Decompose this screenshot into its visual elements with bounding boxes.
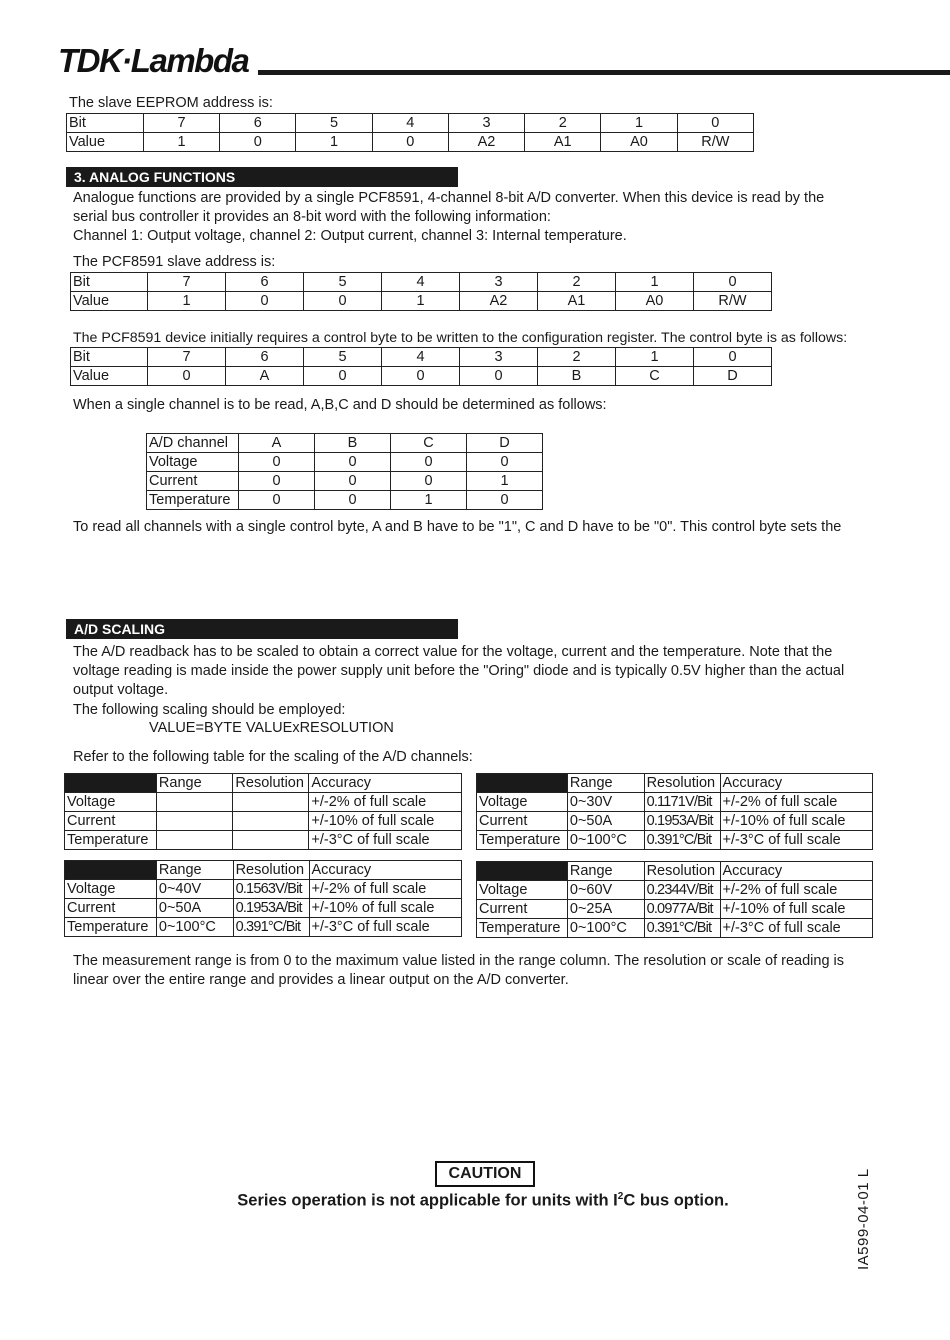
table-cell: 0 [315,472,391,491]
table-cell: 0 [304,367,382,386]
table-cell: 0 [694,273,772,292]
tdk-lambda-logo: TDK·Lambda [58,42,249,79]
table-cell: 0 [315,491,391,510]
closing-para-line-2: linear over the entire range and provides a linear output on the A/D converter. [73,972,569,988]
caution-message [0,1191,950,1211]
table-cell: +/-3°C of full scale [309,918,462,937]
table-row [477,793,873,812]
table-cell: Current [147,472,239,491]
table-cell: Temperature [477,919,568,938]
table-row [65,831,462,850]
table-cell: 0 [382,367,460,386]
scaling-para-line-4: The following scaling should be employed: [73,702,346,718]
table-row [67,114,754,133]
table-cell: Voltage [65,793,157,812]
table-header-cell: Resolution [644,862,720,881]
table-cell: Current [477,900,568,919]
table-cell: Current [65,899,157,918]
table-header-cell: Range [567,774,644,793]
table-cell: 1 [467,472,543,491]
table-cell: 1 [616,348,694,367]
table-row [71,292,772,311]
table-cell: 1 [391,491,467,510]
table-row [71,367,772,386]
scaling-table-3 [64,860,462,937]
table-row [147,453,543,472]
table-cell: Value [71,367,148,386]
table-cell: +/-3°C of full scale [720,831,873,850]
table-cell: Bit [67,114,144,133]
table-cell: 2 [525,114,601,133]
table-header-cell: Accuracy [720,862,873,881]
table-cell: 0~100°C [156,918,233,937]
caution-label: CAUTION [435,1161,535,1187]
table-cell: 0 [220,133,296,152]
table-cell: A2 [460,292,538,311]
table-cell: B [538,367,616,386]
table-header-cell: Accuracy [720,774,873,793]
table-cell [156,812,233,831]
caution-text-part-2: C bus option. [623,1191,729,1210]
table-row [67,133,754,152]
table-cell: +/-2% of full scale [309,793,462,812]
channel-select-table [146,433,543,510]
table-cell [233,793,309,812]
table-cell: Voltage [477,881,568,900]
table-cell: +/-10% of full scale [720,900,873,919]
scaling-table-intro: Refer to the following table for the scaling of the A/D channels: [73,749,473,765]
table-cell: 3 [460,348,538,367]
scaling-table-1 [64,773,462,850]
table-cell: 0.0977A/Bit [644,900,720,919]
table-header-cell [477,862,568,881]
table-cell: 6 [226,348,304,367]
table-cell: 0.391°C/Bit [644,831,720,850]
table-cell: A0 [601,133,677,152]
table-cell: 2 [538,348,616,367]
table-header-cell: Resolution [644,774,720,793]
table-cell: Voltage [65,880,157,899]
table-row [65,918,462,937]
table-cell: 0 [391,472,467,491]
table-cell [156,831,233,850]
table-row [65,880,462,899]
scaling-formula: VALUE=BYTE VALUExRESOLUTION [149,720,394,736]
table-cell: 0~100°C [567,919,644,938]
scaling-para-line-3: output voltage. [73,682,169,698]
table-header-cell [65,774,157,793]
table-cell: Bit [71,348,148,367]
table-cell: 0 [148,367,226,386]
table-cell: 1 [143,133,219,152]
table-row [147,491,543,510]
table-cell: +/-2% of full scale [720,793,873,812]
table-row [147,472,543,491]
eeprom-intro: The slave EEPROM address is: [69,95,273,111]
table-header-row [477,774,873,793]
table-cell: 0 [694,348,772,367]
analog-para-line-2: serial bus controller it provides an 8-bit word with the following information: [73,209,551,225]
table-cell: 0~30V [567,793,644,812]
table-header-cell: Range [567,862,644,881]
table-row [477,900,873,919]
table-cell: Temperature [65,918,157,937]
table-cell: 0 [315,453,391,472]
table-cell: 1 [296,133,372,152]
table-cell: A [226,367,304,386]
scaling-para-line-1: The A/D readback has to be scaled to obtain a correct value for the voltage, current and the temperature. Note that the [73,644,833,660]
section-heading-ad-scaling: A/D SCALING [66,619,458,639]
table-cell: A/D channel [147,434,239,453]
table-cell: 1 [382,292,460,311]
table-cell: Temperature [477,831,568,850]
table-header-cell: Accuracy [309,861,462,880]
table-cell: +/-10% of full scale [720,812,873,831]
table-cell: Current [65,812,157,831]
table-cell: 7 [148,348,226,367]
table-header-cell [477,774,568,793]
table-row [477,881,873,900]
table-cell: 0 [304,292,382,311]
table-cell: Voltage [477,793,568,812]
table-cell: 1 [616,273,694,292]
table-cell: +/-3°C of full scale [720,919,873,938]
table-cell: 0.2344V/Bit [644,881,720,900]
table-cell: 0~50A [156,899,233,918]
table-cell: +/-2% of full scale [720,881,873,900]
table-row [147,434,543,453]
table-cell: Bit [71,273,148,292]
table-cell: R/W [694,292,772,311]
table-cell: 0 [460,367,538,386]
table-cell: A1 [525,133,601,152]
table-cell: A2 [448,133,524,152]
scaling-para-line-2: voltage reading is made inside the power supply unit before the "Oring" diode and is typically 0.5V higher than the actual [73,663,845,679]
table-cell: C [391,434,467,453]
slave-address-intro: The PCF8591 slave address is: [73,254,276,270]
table-cell: 0.391°C/Bit [233,918,309,937]
table-row [71,348,772,367]
table-cell: D [694,367,772,386]
pcf8591-slave-address-table [70,272,772,311]
table-cell: 4 [382,348,460,367]
table-header-cell: Resolution [233,774,309,793]
table-cell [233,831,309,850]
table-cell: 0 [372,133,448,152]
table-header-cell [65,861,157,880]
table-row [65,793,462,812]
table-cell: 6 [226,273,304,292]
table-cell: 0~50A [567,812,644,831]
section-heading-analog: 3. ANALOG FUNCTIONS [66,167,458,187]
table-cell: A [239,434,315,453]
table-cell: Value [67,133,144,152]
table-cell: R/W [677,133,753,152]
table-cell: 7 [143,114,219,133]
table-cell: 3 [448,114,524,133]
document-id: IA599-04-01 L [855,1168,872,1270]
table-cell [156,793,233,812]
control-byte-intro: The PCF8591 device initially requires a control byte to be written to the configuration register. The control byte is as follows: [73,330,848,346]
table-row [65,812,462,831]
table-header-cell: Range [156,861,233,880]
table-cell: A0 [616,292,694,311]
table-row [477,812,873,831]
table-cell: Temperature [147,491,239,510]
table-cell: +/-2% of full scale [309,880,462,899]
table-row [65,899,462,918]
table-header-row [65,774,462,793]
table-header-cell: Range [156,774,233,793]
table-cell: Voltage [147,453,239,472]
table-cell: 0~25A [567,900,644,919]
table-cell: Value [71,292,148,311]
table-cell: 7 [148,273,226,292]
table-cell: 0.1171V/Bit [644,793,720,812]
table-cell: 0 [677,114,753,133]
table-row [71,273,772,292]
table-cell: Temperature [65,831,157,850]
table-cell: 0.1953A/Bit [233,899,309,918]
table-header-cell: Resolution [233,861,309,880]
table-cell: D [467,434,543,453]
table-cell: 5 [304,273,382,292]
table-cell: 0.391°C/Bit [644,919,720,938]
closing-para-line-1: The measurement range is from 0 to the maximum value listed in the range column. The resolution or scale of reading is [73,953,845,969]
table-cell: 5 [296,114,372,133]
table-cell: 0 [239,453,315,472]
table-cell: 2 [538,273,616,292]
table-cell: 0 [226,292,304,311]
table-cell: 0.1953A/Bit [644,812,720,831]
header-rule [258,70,950,75]
table-cell: 1 [601,114,677,133]
control-byte-table [70,347,772,386]
table-row [477,831,873,850]
table-cell: B [315,434,391,453]
table-cell: +/-10% of full scale [309,812,462,831]
table-header-cell: Accuracy [309,774,462,793]
table-header-row [477,862,873,881]
analog-para-line-1: Analogue functions are provided by a single PCF8591, 4-channel 8-bit A/D converter. When this device is read by the [73,190,825,206]
table-cell: 0.1563V/Bit [233,880,309,899]
table-cell: 0 [391,453,467,472]
table-cell: 0~60V [567,881,644,900]
table-cell: 3 [460,273,538,292]
table-cell: +/-3°C of full scale [309,831,462,850]
all-channels-note: To read all channels with a single control byte, A and B have to be "1", C and D have to be "0". This control byte sets the [73,519,842,535]
table-cell: +/-10% of full scale [309,899,462,918]
eeprom-address-table [66,113,754,152]
table-cell: 0~40V [156,880,233,899]
table-cell: 0 [467,453,543,472]
scaling-table-4 [476,861,873,938]
table-row [477,919,873,938]
table-cell: 0 [239,472,315,491]
table-cell: 5 [304,348,382,367]
caution-text-part-1: Series operation is not applicable for units with I [237,1191,618,1210]
table-cell: 0 [467,491,543,510]
table-header-row [65,861,462,880]
table-cell: 0~100°C [567,831,644,850]
table-cell: 4 [382,273,460,292]
table-cell: A1 [538,292,616,311]
table-cell: 0 [239,491,315,510]
table-cell: Current [477,812,568,831]
caution-superscript: 2 [617,1191,624,1202]
scaling-table-2 [476,773,873,850]
analog-para-line-3: Channel 1: Output voltage, channel 2: Output current, channel 3: Internal temperature. [73,228,627,244]
table-cell [233,812,309,831]
table-cell: 4 [372,114,448,133]
table-cell: C [616,367,694,386]
table-cell: 1 [148,292,226,311]
table-cell: 6 [220,114,296,133]
channel-select-intro: When a single channel is to be read, A,B,C and D should be determined as follows: [73,397,607,413]
